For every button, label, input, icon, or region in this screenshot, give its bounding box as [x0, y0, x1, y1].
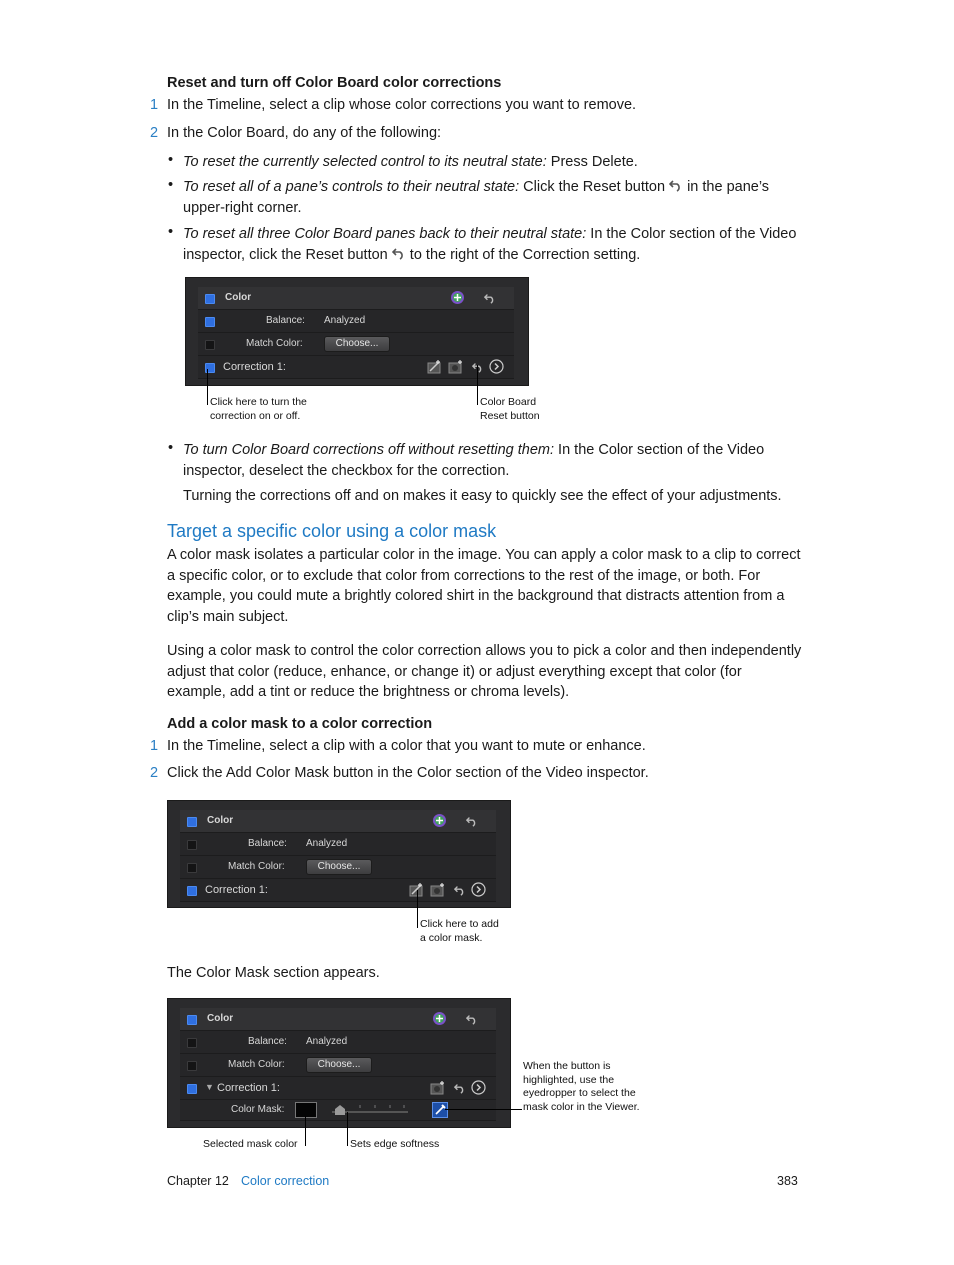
callout-line — [477, 365, 478, 405]
callout-line — [207, 369, 208, 405]
go-forward-icon[interactable] — [471, 1080, 486, 1095]
correction-label: Correction 1: — [223, 361, 286, 373]
color-label: Color — [225, 292, 252, 303]
match-color-label: Match Color: — [228, 861, 285, 872]
add-shape-mask-icon[interactable] — [430, 1080, 446, 1095]
bullet-item — [183, 224, 803, 265]
callout-checkbox: Click here to turn the correction on or off. — [210, 396, 307, 422]
balance-row — [198, 310, 514, 333]
callout-add-mask: Click here to add a color mask. — [420, 918, 499, 944]
bullet-text-cont: in the pane’s upper-right corner. — [183, 179, 770, 216]
correction-row — [198, 356, 514, 379]
bullet-text: In the Color section of the Video inspector, deselect the checkbox for the correction. — [183, 442, 765, 479]
bullet-item — [183, 440, 803, 481]
mask-appears-text: The Color Mask section appears. — [167, 965, 380, 981]
disclosure-triangle-icon[interactable]: ▼ — [205, 1082, 214, 1092]
match-color-checkbox[interactable] — [205, 340, 215, 350]
task-heading-reset: Reset and turn off Color Board color corrections — [167, 75, 502, 91]
section-heading: Target a specific color using a color mask — [167, 521, 497, 541]
go-forward-icon[interactable] — [471, 882, 486, 897]
bullet-marker: • — [168, 177, 174, 193]
reset-icon[interactable] — [466, 1013, 478, 1025]
callout-line — [305, 1116, 306, 1146]
correction-checkbox[interactable] — [187, 886, 197, 896]
followup-text: Turning the corrections off and on makes it easy to quickly see the effect of your adjustments. — [183, 488, 782, 504]
color-row — [180, 810, 496, 833]
color-checkbox[interactable] — [187, 1015, 197, 1025]
reset-icon[interactable] — [484, 292, 496, 304]
reset-icon — [669, 178, 683, 192]
add-shape-mask-icon[interactable] — [448, 359, 464, 374]
balance-checkbox[interactable] — [205, 317, 215, 327]
eyedropper-icon[interactable] — [432, 1102, 448, 1118]
balance-label: Balance: — [248, 838, 287, 849]
step-text: In the Timeline, select a clip with a color that you want to mute or enhance. — [167, 738, 646, 754]
correction-label: Correction 1: — [217, 1082, 280, 1094]
balance-label: Balance: — [266, 315, 305, 326]
step-text: In the Color Board, do any of the following: — [167, 125, 442, 141]
color-label: Color — [207, 1013, 234, 1024]
callout-line — [417, 890, 418, 928]
reset-icon — [392, 246, 406, 260]
add-color-mask-icon[interactable] — [427, 359, 443, 374]
step-number: 1 — [150, 97, 159, 113]
match-color-row — [198, 333, 514, 356]
reset-icon[interactable] — [454, 884, 466, 896]
step-text: Click the Add Color Mask button in the Color section of the Video inspector. — [167, 765, 649, 781]
match-color-row — [180, 856, 496, 879]
correction-row — [180, 1077, 496, 1100]
color-board-icon[interactable] — [432, 813, 447, 828]
balance-value: Analyzed — [306, 1036, 348, 1047]
choose-button[interactable]: Choose... — [306, 1057, 372, 1073]
bullet-lead: To reset all three Color Board panes back to their neutral state: — [183, 226, 587, 242]
callout-line — [445, 1109, 522, 1110]
paragraph: Using a color mask to control the color correction allows you to pick a color and then independently adjust that color (reduce, enhance, or change it) or adjust everything except that color (for example, add a tint or reduce the brightness or chroma levels). — [167, 643, 802, 700]
color-mask-label: Color Mask: — [231, 1104, 285, 1115]
bullet-marker: • — [168, 152, 174, 168]
color-checkbox[interactable] — [187, 817, 197, 827]
color-label: Color — [207, 815, 234, 826]
callout-reset-button: Color Board Reset button — [480, 396, 540, 422]
choose-button[interactable]: Choose... — [306, 859, 372, 875]
bullet-marker: • — [168, 224, 174, 240]
choose-button[interactable]: Choose... — [324, 336, 390, 352]
step-number: 1 — [150, 738, 159, 754]
match-color-checkbox[interactable] — [187, 1061, 197, 1071]
callout-line — [347, 1112, 348, 1146]
footer-chapter-link[interactable]: Color correction — [241, 1174, 330, 1188]
task-heading-mask: Add a color mask to a color correction — [167, 716, 433, 732]
bullet-text: In the Color section of the Video inspector, click the Reset button — [183, 226, 797, 263]
balance-row — [180, 1031, 496, 1054]
match-color-row — [180, 1054, 496, 1077]
balance-row — [180, 833, 496, 856]
softness-slider[interactable] — [330, 1103, 410, 1117]
bullet-lead: To turn Color Board corrections off without resetting them: — [183, 442, 555, 458]
page-number: 383 — [777, 1174, 798, 1188]
color-row — [198, 287, 514, 310]
match-color-checkbox[interactable] — [187, 863, 197, 873]
add-shape-mask-icon[interactable] — [430, 882, 446, 897]
step-text: In the Timeline, select a clip whose color corrections you want to remove. — [167, 97, 637, 113]
reset-icon[interactable] — [472, 361, 484, 373]
mask-color-well[interactable] — [295, 1102, 317, 1118]
match-color-label: Match Color: — [228, 1059, 285, 1070]
balance-value: Analyzed — [324, 315, 366, 326]
color-checkbox[interactable] — [205, 294, 215, 304]
balance-label: Balance: — [248, 1036, 287, 1047]
color-mask-row — [180, 1100, 496, 1121]
bullet-text: Click the Reset button — [519, 179, 666, 195]
balance-checkbox[interactable] — [187, 1038, 197, 1048]
correction-checkbox[interactable] — [187, 1084, 197, 1094]
reset-icon[interactable] — [466, 815, 478, 827]
bullet-item — [183, 177, 803, 218]
color-board-icon[interactable] — [450, 290, 465, 305]
correction-label: Correction 1: — [205, 884, 268, 896]
bullet-text-cont: to the right of the Correction setting. — [405, 246, 641, 263]
video-inspector-color-panel-2 — [167, 800, 511, 908]
color-board-icon[interactable] — [432, 1011, 447, 1026]
bullet-item — [183, 152, 803, 173]
reset-icon[interactable] — [454, 1082, 466, 1094]
balance-value: Analyzed — [306, 838, 348, 849]
callout-softness: Sets edge softness — [350, 1138, 440, 1150]
bullet-marker: • — [168, 440, 174, 456]
color-row — [180, 1008, 496, 1031]
bullet-text: Press Delete. — [546, 154, 638, 170]
footer-chapter: Chapter 12 — [167, 1174, 229, 1188]
bullet-lead: To reset all of a pane’s controls to their neutral state: — [183, 179, 520, 195]
match-color-label: Match Color: — [246, 338, 303, 349]
correction-row — [180, 879, 496, 902]
callout-mask-color: Selected mask color — [203, 1138, 298, 1150]
paragraph: A color mask isolates a particular color in the image. You can apply a color mask to a clip to correct a specific color, or to exclude that color from corrections to the rest of the image, or both. For example, you could mute a brightly colored shirt in the background that distracts attention from a clip’s main subject. — [167, 547, 801, 625]
step-number: 2 — [150, 125, 159, 141]
bullet-lead: To reset the currently selected control to its neutral state: — [183, 154, 547, 170]
step-number: 2 — [150, 765, 159, 781]
go-forward-icon[interactable] — [489, 359, 504, 374]
balance-checkbox[interactable] — [187, 840, 197, 850]
callout-eyedropper: When the button is highlighted, use the eyedropper to select the mask color in the Viewer. — [523, 1060, 640, 1113]
